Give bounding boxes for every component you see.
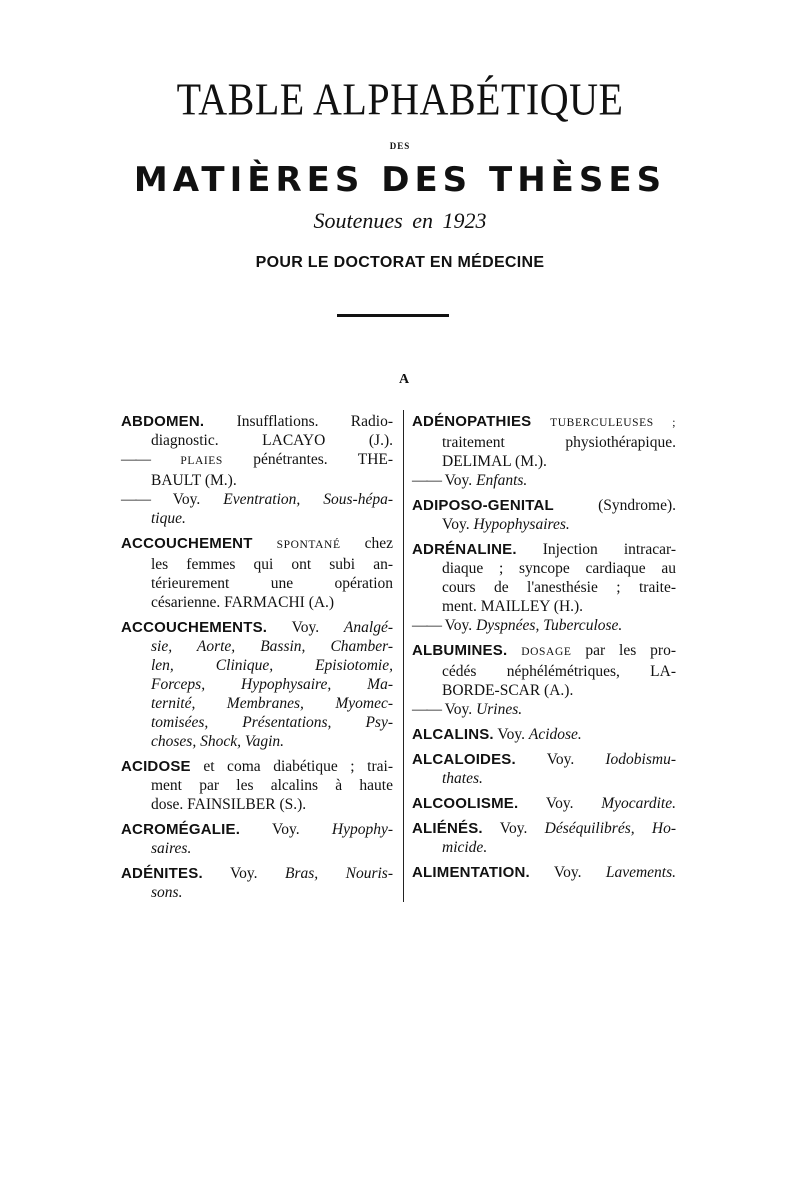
entry-text: traitement physiothérapique. <box>442 434 676 451</box>
entry-text: ment par les alcalins à haute <box>151 777 393 794</box>
subtitle-doctorat: POUR LE DOCTORAT EN MÉDECINE <box>255 254 545 271</box>
entry-ref: Iodobismu- <box>605 751 676 768</box>
entry-text: ment. MAILLEY (H.). <box>442 598 584 615</box>
entry-smallcaps: PLAIES <box>180 455 223 467</box>
title-des: DES <box>389 141 411 151</box>
entry-text: Injection intracar- <box>542 541 676 558</box>
entry-head: ALIMENTATION. <box>412 864 530 881</box>
entry-ref: Enfants. <box>476 472 528 489</box>
entry-dash: —— <box>121 491 150 508</box>
entry-head: ADRÉNALINE. <box>412 541 517 558</box>
entry-alcalins <box>412 725 676 744</box>
left-column <box>121 412 393 908</box>
entry-text: et coma diabétique ; trai- <box>203 758 393 775</box>
section-letter: A <box>398 372 410 387</box>
entry-ref: Hypophysaires. <box>473 516 570 533</box>
entry-text: (Syndrome). <box>598 497 676 514</box>
entry-adenites <box>121 864 393 902</box>
entry-acidose <box>121 757 393 814</box>
voy-label: Voy. <box>499 820 528 837</box>
entry-text: BAULT (M.). <box>151 472 237 489</box>
entry-ref: Urines. <box>476 701 523 718</box>
voy-label: Voy. <box>444 617 473 634</box>
entry-head: ADÉNITES. <box>121 865 203 882</box>
entry-text: diagnostic. LACAYO (J.). <box>151 432 393 449</box>
entry-ref: sons. <box>151 884 183 901</box>
subject-title: MATIÈRES DES THÈSES <box>133 160 667 200</box>
entry-text: cédés néphélémétriques, LA- <box>442 663 676 680</box>
entry-head: ADÉNOPATHIES <box>412 413 532 430</box>
page-title: TABLE ALPHABÉTIQUE <box>176 72 624 125</box>
voy-label: Voy. <box>272 821 300 838</box>
entry-text: cours de l'anesthésie ; traite- <box>442 579 676 596</box>
entry-alienes <box>412 819 676 857</box>
entry-head: ALIÉNÉS. <box>412 820 483 837</box>
voy-label: Voy. <box>229 865 258 882</box>
entry-abdomen <box>121 412 393 528</box>
entry-ref: Lavements. <box>605 864 676 881</box>
right-column <box>412 412 676 888</box>
entry-smallcaps: SPONTANÉ <box>276 539 341 551</box>
entry-text: pénétrantes. THE- <box>253 451 394 468</box>
entry-text: diaque ; syncope cardiaque au <box>442 560 676 577</box>
entry-ref: thates. <box>442 770 483 787</box>
entry-head: ACROMÉGALIE. <box>121 821 241 838</box>
entry-ref: ternité, Membranes, Myomec- <box>151 695 393 712</box>
entry-head: ACCOUCHEMENT <box>121 535 253 552</box>
voy-label: Voy. <box>553 864 582 881</box>
entry-ref: sie, Aorte, Bassin, Chamber- <box>151 638 393 655</box>
entry-text: BORDE-SCAR (A.). <box>442 682 574 699</box>
entry-ref: Forceps, Hypophysaire, Ma- <box>151 676 393 693</box>
entry-accouchement <box>121 534 393 612</box>
entry-ref: Dyspnées, Tuberculose. <box>476 617 623 634</box>
entry-alimentation <box>412 863 676 882</box>
voy-label: Voy. <box>497 726 525 743</box>
entry-ref: Acidose. <box>528 726 582 743</box>
entry-ref: Analgé- <box>343 619 393 636</box>
entry-head: ACCOUCHEMENTS. <box>121 619 268 636</box>
entry-alcoolisme <box>412 794 676 813</box>
entry-text: césarienne. FARMACHI (A.) <box>151 594 335 611</box>
entry-smallcaps: TUBERCULEUSES ; <box>550 417 676 429</box>
entry-acromegalie <box>121 820 393 858</box>
entry-adrenaline <box>412 540 676 635</box>
voy-label: Voy. <box>442 516 470 533</box>
entry-head: ALCALOIDES. <box>412 751 516 768</box>
entry-dash: —— <box>412 472 441 489</box>
entry-ref: Myocardite. <box>601 795 676 812</box>
entry-ref: micide. <box>442 839 488 856</box>
entry-ref: saires. <box>151 840 192 857</box>
entry-ref: tomisées, Présentations, Psy- <box>151 714 393 731</box>
voy-label: Voy. <box>172 491 201 508</box>
entry-text: DELIMAL (M.). <box>442 453 547 470</box>
entry-ref: Bras, Nouris- <box>285 865 393 882</box>
entry-ref: Hypophy- <box>331 821 393 838</box>
entry-dash: —— <box>121 451 150 468</box>
entry-head: ALCALINS. <box>412 726 494 743</box>
voy-label: Voy. <box>444 701 473 718</box>
entry-text: par les pro- <box>585 642 676 659</box>
entry-alcaloides <box>412 750 676 788</box>
entry-ref: Eventration, Sous-hépa- <box>223 491 393 508</box>
entry-head: ACIDOSE <box>121 758 191 775</box>
entry-adiposo-genital <box>412 496 676 534</box>
voy-label: Voy. <box>444 472 473 489</box>
column-divider <box>403 410 404 902</box>
entry-head: ALCOOLISME. <box>412 795 519 812</box>
entry-ref: choses, Shock, Vagin. <box>151 733 285 750</box>
entry-dash: —— <box>412 617 441 634</box>
entry-text: chez <box>364 535 394 552</box>
voy-label: Voy. <box>545 795 574 812</box>
entry-text: térieurement une opération <box>151 575 393 592</box>
entry-head: ABDOMEN. <box>121 413 205 430</box>
title-rule <box>337 314 449 317</box>
entry-ref: Déséquilibrés, Ho- <box>544 820 676 837</box>
entry-text: dose. FAINSILBER (S.). <box>151 796 307 813</box>
entry-text: les femmes qui ont subi an- <box>151 556 393 573</box>
entry-ref: len, Clinique, Episiotomie, <box>151 657 393 674</box>
entry-head: ALBUMINES. <box>412 642 508 659</box>
subtitle-year: Soutenues en 1923 <box>313 208 487 233</box>
entry-smallcaps: DOSAGE <box>521 646 572 658</box>
entry-albumines <box>412 641 676 719</box>
voy-label: Voy. <box>291 619 320 636</box>
entry-accouchements <box>121 618 393 751</box>
entry-text: Insufflations. Radio- <box>236 413 393 430</box>
entry-dash: —— <box>412 701 441 718</box>
voy-label: Voy. <box>546 751 575 768</box>
entry-adenopathies <box>412 412 676 490</box>
entry-ref: tique. <box>151 510 186 527</box>
entry-head: ADIPOSO-GENITAL <box>412 497 554 514</box>
